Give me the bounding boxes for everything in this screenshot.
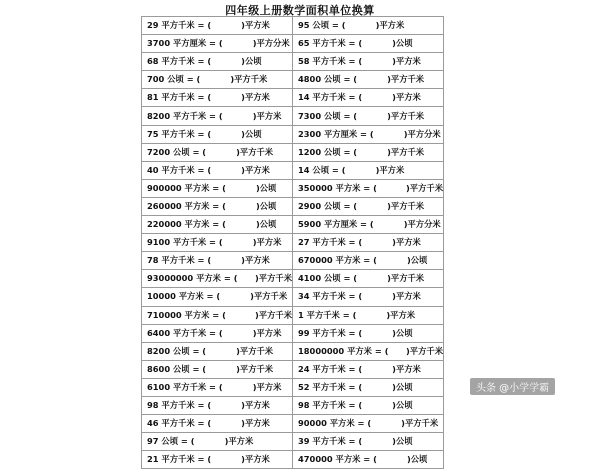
conversion-question [142, 125, 293, 143]
question-prompt: 65 平方千米 = ( [298, 38, 363, 49]
conversion-question [142, 17, 293, 35]
conversion-question [142, 342, 293, 360]
question-prompt: 34 平方千米 = ( [298, 291, 363, 302]
answer-unit: )平方米 [392, 237, 421, 248]
answer-unit: )平方千米 [387, 200, 425, 211]
answer-unit: )公顷 [406, 454, 428, 465]
question-prompt: 710000 平方米 = ( [147, 309, 226, 320]
conversion-question [293, 234, 444, 252]
answer-unit: )平方米 [392, 56, 421, 67]
conversion-question [293, 197, 444, 215]
conversion-question [142, 53, 293, 71]
answer-unit: )平方米 [375, 20, 405, 31]
conversion-question [293, 161, 444, 179]
question-prompt: 18000000 平方米 = ( [298, 345, 389, 356]
answer-unit: )平方米 [241, 454, 270, 465]
answer-unit: )平方千米 [230, 74, 268, 85]
question-prompt: 470000 平方米 = ( [298, 454, 377, 465]
conversion-question [142, 324, 293, 342]
question-prompt: 1 平方千米 = ( [298, 309, 357, 320]
table-row [142, 179, 444, 197]
question-prompt: 46 平方千米 = ( [147, 418, 212, 429]
question-prompt: 2300 平方厘米 = ( [298, 128, 374, 139]
conversion-question [293, 71, 444, 89]
question-prompt: 81 平方千米 = ( [147, 92, 212, 103]
conversion-question [293, 125, 444, 143]
question-prompt: 52 平方千米 = ( [298, 381, 363, 392]
conversion-question [293, 35, 444, 53]
answer-unit: )平方米 [386, 309, 416, 320]
conversion-question [293, 378, 444, 396]
question-prompt: 9100 平方千米 = ( [147, 237, 223, 248]
table-row [142, 360, 444, 378]
question-prompt: 40 平方千米 = ( [147, 164, 212, 175]
answer-unit: )平方分米 [252, 38, 290, 49]
table-row [142, 451, 444, 469]
conversion-question [142, 378, 293, 396]
conversion-table [141, 16, 444, 469]
answer-unit: )平方千米 [387, 273, 425, 284]
conversion-question [293, 306, 444, 324]
table-row [142, 216, 444, 234]
question-prompt: 2900 公顷 = ( [298, 200, 358, 211]
table-row [142, 324, 444, 342]
conversion-question [293, 107, 444, 125]
answer-unit: )平方米 [241, 418, 270, 429]
conversion-question [142, 360, 293, 378]
conversion-question [293, 252, 444, 270]
answer-unit: )平方千米 [236, 146, 274, 157]
conversion-question [142, 107, 293, 125]
question-prompt: 7200 公顷 = ( [147, 146, 207, 157]
answer-unit: )公顷 [255, 200, 277, 211]
answer-unit: )平方米 [392, 92, 421, 103]
table-row [142, 415, 444, 433]
conversion-question [142, 35, 293, 53]
worksheet-title: 四年级上册数学面积单位换算 [225, 4, 375, 17]
table-row [142, 306, 444, 324]
question-prompt: 4100 公顷 = ( [298, 273, 358, 284]
table-row [142, 161, 444, 179]
conversion-question [142, 270, 293, 288]
question-prompt: 900000 平方米 = ( [147, 182, 226, 193]
conversion-question [142, 306, 293, 324]
question-prompt: 29 平方千米 = ( [147, 20, 212, 31]
question-prompt: 350000 平方米 = ( [298, 182, 377, 193]
answer-unit: )平方米 [241, 400, 270, 411]
answer-unit: )平方千米 [406, 345, 443, 356]
conversion-question [142, 161, 293, 179]
answer-unit: )平方分米 [403, 128, 441, 139]
table-row [142, 53, 444, 71]
question-prompt: 7300 公顷 = ( [298, 110, 358, 121]
conversion-question [293, 433, 444, 451]
answer-unit: )平方千米 [236, 363, 274, 374]
answer-unit: )公顷 [392, 327, 413, 338]
question-prompt: 8200 公顷 = ( [147, 345, 207, 356]
answer-unit: )公顷 [255, 219, 277, 230]
conversion-question [293, 179, 444, 197]
question-prompt: 5900 平方厘米 = ( [298, 219, 374, 230]
conversion-question [293, 451, 444, 469]
answer-unit: )平方千米 [406, 182, 443, 193]
answer-unit: )平方米 [375, 164, 405, 175]
answer-unit: )平方千米 [387, 146, 425, 157]
question-prompt: 14 公顷 = ( [298, 164, 346, 175]
conversion-question [293, 324, 444, 342]
answer-unit: )平方分米 [403, 219, 441, 230]
conversion-question [293, 360, 444, 378]
question-prompt: 24 平方千米 = ( [298, 363, 363, 374]
question-prompt: 3700 平方厘米 = ( [147, 38, 223, 49]
answer-unit: )平方米 [252, 327, 282, 338]
conversion-question [142, 433, 293, 451]
answer-unit: )平方米 [252, 381, 282, 392]
conversion-question [293, 143, 444, 161]
table-row [142, 17, 444, 35]
conversion-question [293, 17, 444, 35]
conversion-question [293, 415, 444, 433]
question-prompt: 8200 平方千米 = ( [147, 110, 223, 121]
question-prompt: 700 公顷 = ( [147, 74, 201, 85]
question-prompt: 97 公顷 = ( [147, 436, 195, 447]
table-row [142, 270, 444, 288]
question-prompt: 99 平方千米 = ( [298, 327, 363, 338]
answer-unit: )平方千米 [387, 74, 425, 85]
conversion-question [142, 234, 293, 252]
question-prompt: 10000 平方米 = ( [147, 291, 221, 302]
table-row [142, 89, 444, 107]
question-prompt: 98 平方千米 = ( [147, 400, 212, 411]
conversion-question [293, 288, 444, 306]
table-row [142, 396, 444, 414]
conversion-question [293, 89, 444, 107]
question-prompt: 95 公顷 = ( [298, 20, 346, 31]
answer-unit: )公顷 [241, 56, 262, 67]
answer-unit: )平方米 [252, 237, 282, 248]
answer-unit: )平方千米 [255, 309, 292, 320]
question-prompt: 58 平方千米 = ( [298, 56, 363, 67]
conversion-question [142, 89, 293, 107]
answer-unit: )公顷 [392, 38, 413, 49]
conversion-question [142, 415, 293, 433]
conversion-question [142, 143, 293, 161]
conversion-question [293, 396, 444, 414]
answer-unit: )平方米 [241, 20, 270, 31]
answer-unit: )公顷 [255, 182, 277, 193]
question-prompt: 39 平方千米 = ( [298, 436, 363, 447]
table-row [142, 288, 444, 306]
question-prompt: 670000 平方米 = ( [298, 255, 377, 266]
conversion-question [142, 197, 293, 215]
conversion-table-body [142, 17, 444, 469]
table-row [142, 252, 444, 270]
answer-unit: )公顷 [392, 381, 413, 392]
table-row [142, 107, 444, 125]
question-prompt: 93000000 平方米 = ( [147, 273, 238, 284]
conversion-question [293, 270, 444, 288]
answer-unit: )平方米 [224, 436, 254, 447]
question-prompt: 1200 公顷 = ( [298, 146, 358, 157]
conversion-question [142, 71, 293, 89]
answer-unit: )平方米 [252, 110, 282, 121]
question-prompt: 6400 平方千米 = ( [147, 327, 223, 338]
answer-unit: )平方米 [392, 291, 421, 302]
conversion-question [293, 53, 444, 71]
table-row [142, 197, 444, 215]
question-prompt: 98 平方千米 = ( [298, 400, 363, 411]
table-row [142, 125, 444, 143]
answer-unit: )公顷 [241, 128, 262, 139]
question-prompt: 68 平方千米 = ( [147, 56, 212, 67]
watermark: 头条 @小学学霸 [470, 378, 555, 395]
table-row [142, 35, 444, 53]
answer-unit: )平方千米 [236, 345, 274, 356]
answer-unit: )平方千米 [250, 291, 288, 302]
answer-unit: )平方米 [241, 255, 270, 266]
answer-unit: )公顷 [406, 255, 428, 266]
question-prompt: 6100 平方千米 = ( [147, 381, 223, 392]
table-row [142, 342, 444, 360]
question-prompt: 78 平方千米 = ( [147, 255, 212, 266]
conversion-question [142, 252, 293, 270]
question-prompt: 21 平方千米 = ( [147, 454, 212, 465]
question-prompt: 220000 平方米 = ( [147, 219, 226, 230]
question-prompt: 90000 平方米 = ( [298, 418, 372, 429]
table-row [142, 433, 444, 451]
table-row [142, 378, 444, 396]
conversion-question [142, 179, 293, 197]
answer-unit: )平方米 [241, 92, 270, 103]
answer-unit: )平方千米 [387, 110, 425, 121]
conversion-question [142, 451, 293, 469]
answer-unit: )平方千米 [255, 273, 292, 284]
table-row [142, 143, 444, 161]
conversion-question [142, 288, 293, 306]
question-prompt: 8600 公顷 = ( [147, 363, 207, 374]
table-row [142, 234, 444, 252]
answer-unit: )平方千米 [401, 418, 439, 429]
answer-unit: )平方米 [241, 164, 270, 175]
answer-unit: )公顷 [392, 400, 413, 411]
question-prompt: 75 平方千米 = ( [147, 128, 212, 139]
table-row [142, 71, 444, 89]
conversion-question [293, 216, 444, 234]
conversion-question [293, 342, 444, 360]
question-prompt: 27 平方千米 = ( [298, 237, 363, 248]
question-prompt: 14 平方千米 = ( [298, 92, 363, 103]
question-prompt: 4800 公顷 = ( [298, 74, 358, 85]
conversion-question [142, 216, 293, 234]
question-prompt: 260000 平方米 = ( [147, 200, 226, 211]
answer-unit: )平方米 [392, 363, 421, 374]
answer-unit: )公顷 [392, 436, 413, 447]
conversion-question [142, 396, 293, 414]
